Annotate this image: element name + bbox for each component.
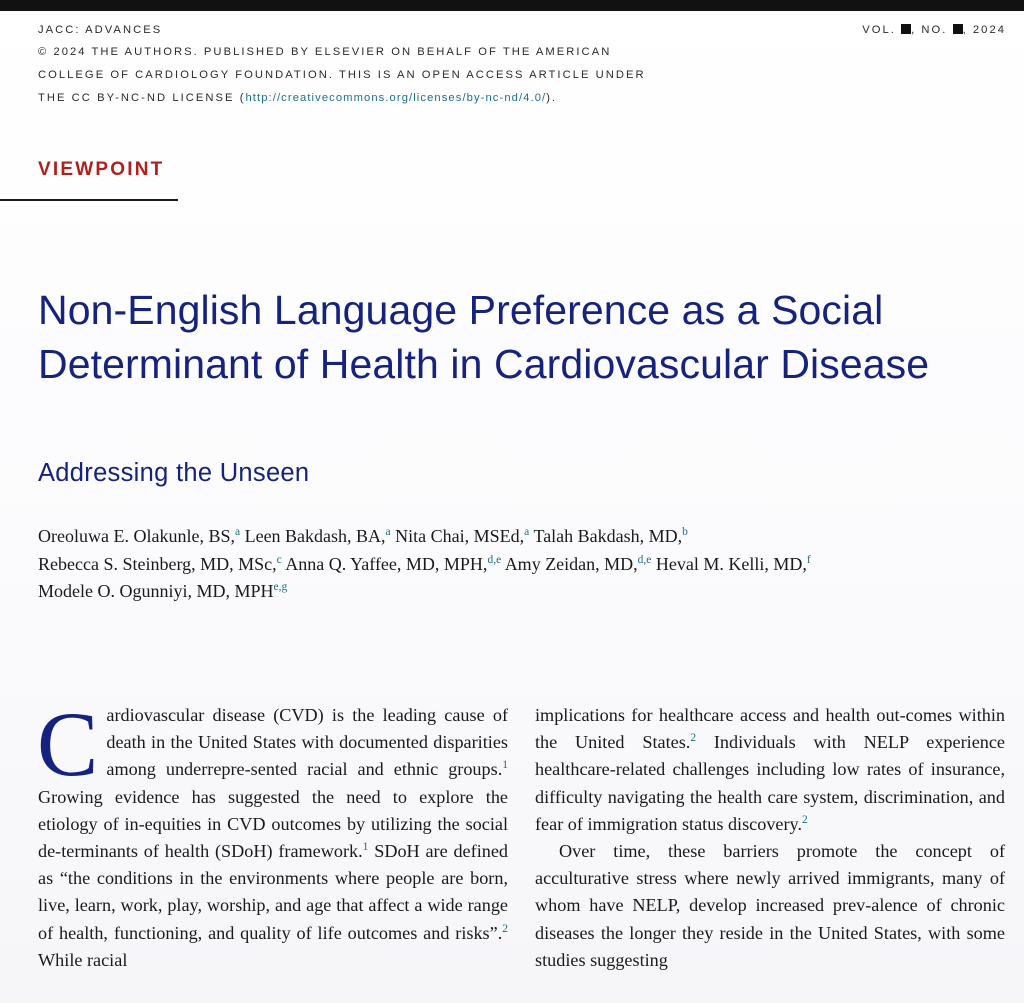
author-name: Leen Bakdash, BA, [244,526,386,546]
body-paragraph: Over time, these barriers promote the concept of acculturative stress where newly arrived immigrants, many of whom have NELP, develop increased prev-alence of chronic diseases the longer they reside in the United States, with some studies suggesting [535,841,1005,970]
author-affiliation-link[interactable]: c [276,553,282,566]
author-name: Amy Zeidan, MD, [504,553,638,574]
copyright-line-1: © 2024 THE AUTHORS. PUBLISHED BY ELSEVIER ON BEHALF OF THE AMERICAN [38,46,612,58]
article-title: Non-English Language Preference as a Social Determinant of Health in Cardiovascular Disease [38,287,930,387]
vol-suffix: , 2024 [962,24,1006,36]
vol-prefix: VOL. [862,24,896,36]
reference-link[interactable]: 1 [502,759,508,772]
body-text: SDoH are defined as “the conditions in the environments where people are born, live, learn, work, play, worship, and age that affect a wide range of health, functioning, and quality of life outcomes and risks”. [38,841,509,943]
body-column-left [37,693,509,974]
body-paragraph [535,702,1005,838]
vol-mid: , NO. [911,24,948,36]
reference-link[interactable]: 2 [502,922,508,935]
author-affiliation-link[interactable]: a [524,526,530,538]
body-text: Growing evidence has suggested the need to explore the etiology of in-equities in CVD outcomes by utilizing the social de-terminants of health (SDoH) framework. [38,786,508,862]
author-affiliation-link[interactable]: b [682,526,688,538]
author-affiliation-link[interactable]: a [234,526,241,538]
author-name: Nita Chai, MSEd, [395,526,525,546]
license-link[interactable]: http://creativecommons.org/licenses/by-nc-nd/4.0/ [245,92,547,104]
author-line-2 [38,551,1018,579]
body-text: ardiovascular disease (CVD) is the leading cause of death in the United States with documented disparities among underrepre-sented racial and ethnic groups. [106,705,508,780]
author-affiliation-link[interactable]: d,e [637,553,652,566]
license-line [38,92,557,104]
author-list [38,523,1018,606]
author-affiliation-link[interactable]: a [385,526,391,538]
author-name: Talah Bakdash, MD, [533,526,683,546]
author-line-3 [38,578,1018,606]
author-affiliation-link[interactable]: d,e [487,553,502,566]
copyright-line-2: COLLEGE OF CARDIOLOGY FOUNDATION. THIS IS AN OPEN ACCESS ARTICLE UNDER [38,69,646,81]
reference-link[interactable]: 2 [802,813,808,826]
body-text: Individuals with NELP experience healthcare-related challenges including low rates of insurance, difficulty navigating the health care system, discrimination, and fear of immigration status discovery. [535,732,1006,834]
redacted-number-square [953,24,963,34]
author-affiliation-link[interactable]: e,g [273,581,288,593]
body-text: implications for healthcare access and health out-comes within the United States. [535,705,1005,753]
license-suffix: ). [546,92,558,104]
author-line-1 [38,523,1018,551]
journal-name: JACC: ADVANCES [38,24,163,36]
section-rule [0,199,178,201]
top-black-bar [0,0,1024,11]
section-label: VIEWPOINT [38,159,165,180]
article-subtitle: Addressing the Unseen [38,459,310,487]
author-name: Anna Q. Yaffee, MD, MPH, [285,553,488,574]
reference-link[interactable]: 2 [690,732,697,745]
author-name: Modele O. Ogunniyi, MD, MPH [38,581,274,601]
body-text: While racial [38,949,128,970]
redacted-volume-square [901,24,911,34]
author-name: Heval M. Kelli, MD, [655,553,807,574]
license-prefix: THE CC BY-NC-ND LICENSE ( [38,92,246,104]
author-name: Rebecca S. Steinberg, MD, MSc, [38,553,277,574]
body-column-right [535,702,1005,974]
drop-cap: C [37,693,99,795]
author-affiliation-link[interactable]: f [806,553,811,566]
body-paragraph [37,693,509,974]
reference-link[interactable]: 1 [362,841,369,854]
author-name: Oreoluwa E. Olakunle, BS, [38,526,235,546]
volume-info [862,24,1006,36]
